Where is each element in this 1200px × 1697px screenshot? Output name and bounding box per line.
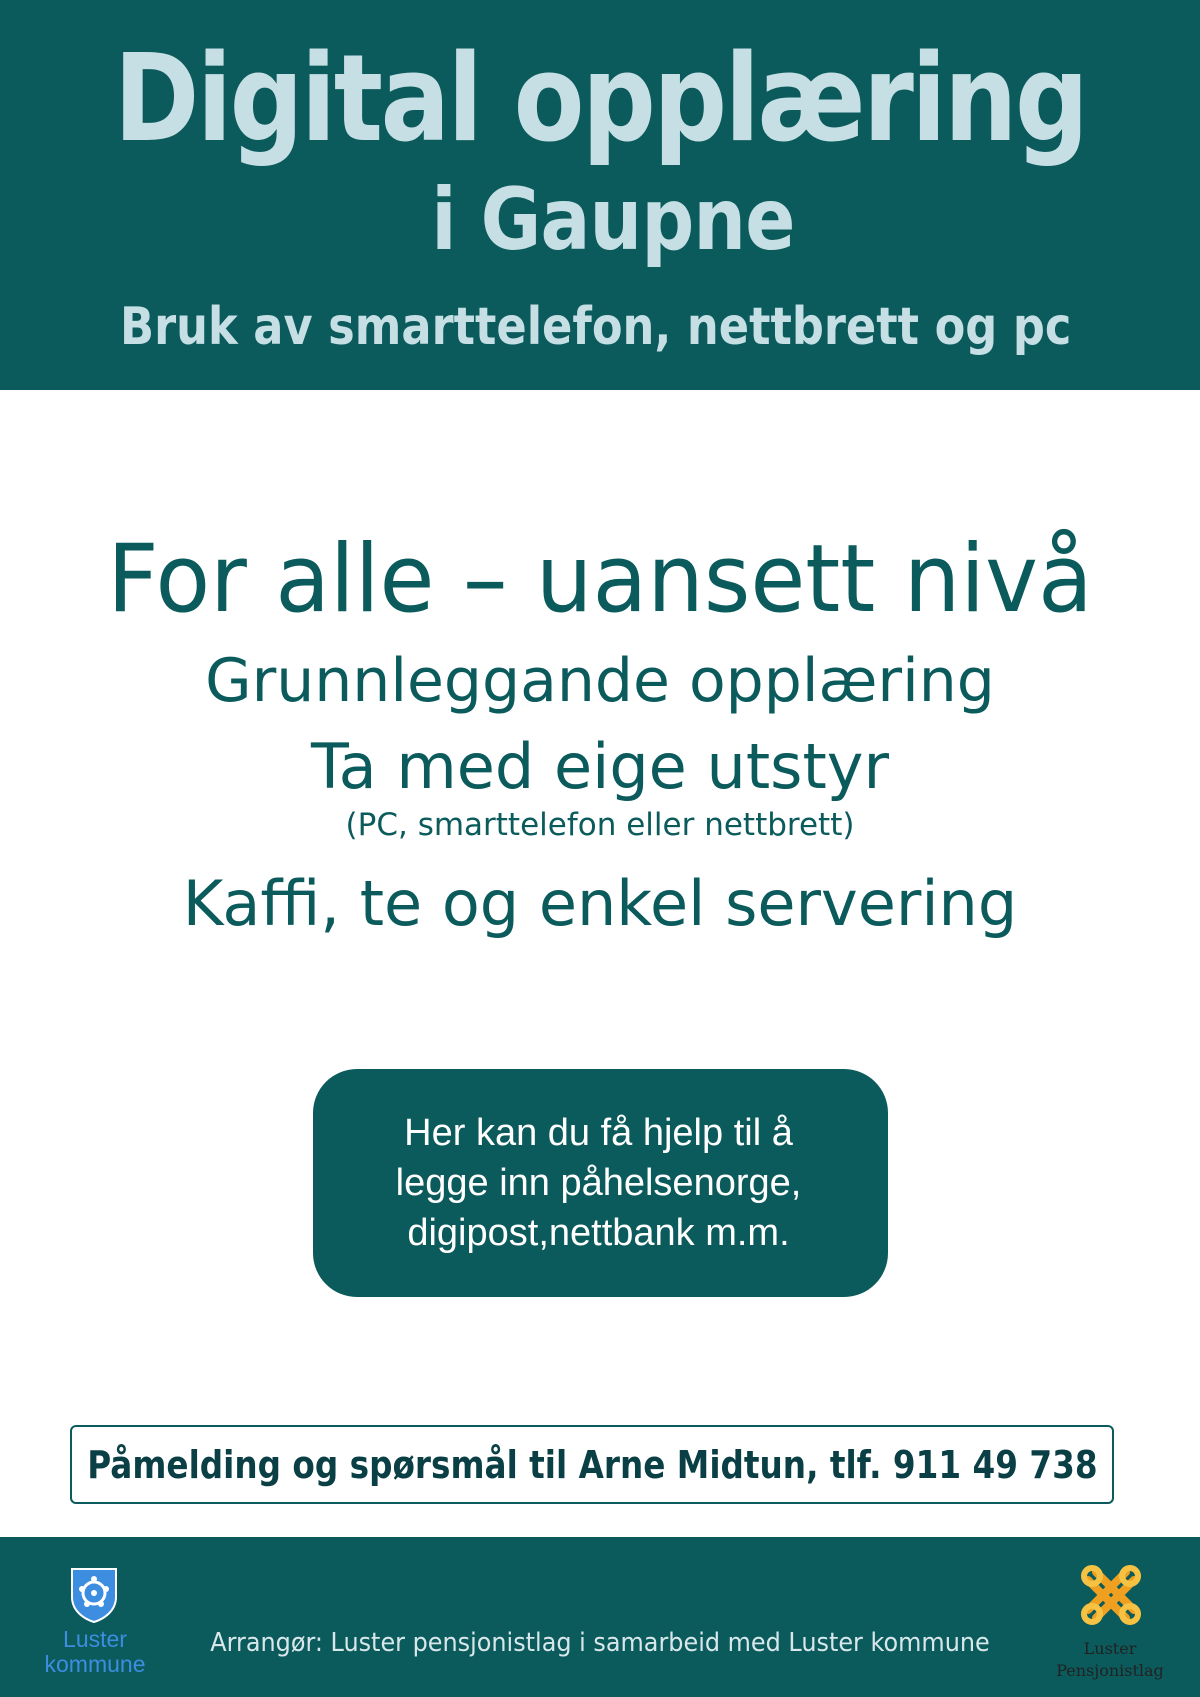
equipment-note: (PC, smarttelefon eller nettbrett) (345, 807, 855, 843)
luster-kommune-shield-icon (70, 1567, 118, 1623)
title-line-2: i Gaupne (431, 170, 795, 270)
header-banner (0, 0, 1200, 390)
title-line-1: Digital opplæring (113, 30, 1087, 169)
luster-pensjonistlag-logo (1040, 1562, 1180, 1692)
help-info-text (361, 1108, 841, 1258)
footer-banner (0, 1537, 1200, 1697)
logo-left-line-2: kommune (44, 1651, 146, 1677)
logo-left-line-1: Luster (63, 1626, 127, 1652)
help-line-2: legge inn påhelsenorge, (395, 1162, 802, 1204)
help-line-1: Her kan du få hjelp til å (404, 1112, 793, 1154)
line-basic-training: Grunnleggande opplæring (205, 646, 995, 716)
organizer-text: Arrangør: Luster pensjonistlag i samarbeid med Luster kommune (210, 1628, 990, 1658)
line-refreshments: Kaffi, te og enkel servering (182, 867, 1018, 940)
contact-text: Påmelding og spørsmål til Arne Midtun, tlf. 911 49 738 (86, 1442, 1098, 1487)
logo-right-line-2: Pensjonistlag (1056, 1661, 1164, 1680)
logo-right-line-1: Luster (1083, 1639, 1137, 1658)
luster-pensjonistlag-knot-icon (1078, 1562, 1144, 1628)
line-own-equipment: Ta med eige utstyr (311, 730, 889, 803)
help-line-3: digipost,nettbank m.m. (407, 1212, 790, 1254)
contact-box (70, 1425, 1114, 1504)
help-info-box (313, 1069, 888, 1297)
headline-level: For alle – uansett nivå (107, 525, 1093, 634)
subtitle: Bruk av smarttelefon, nettbrett og pc (119, 297, 1072, 357)
